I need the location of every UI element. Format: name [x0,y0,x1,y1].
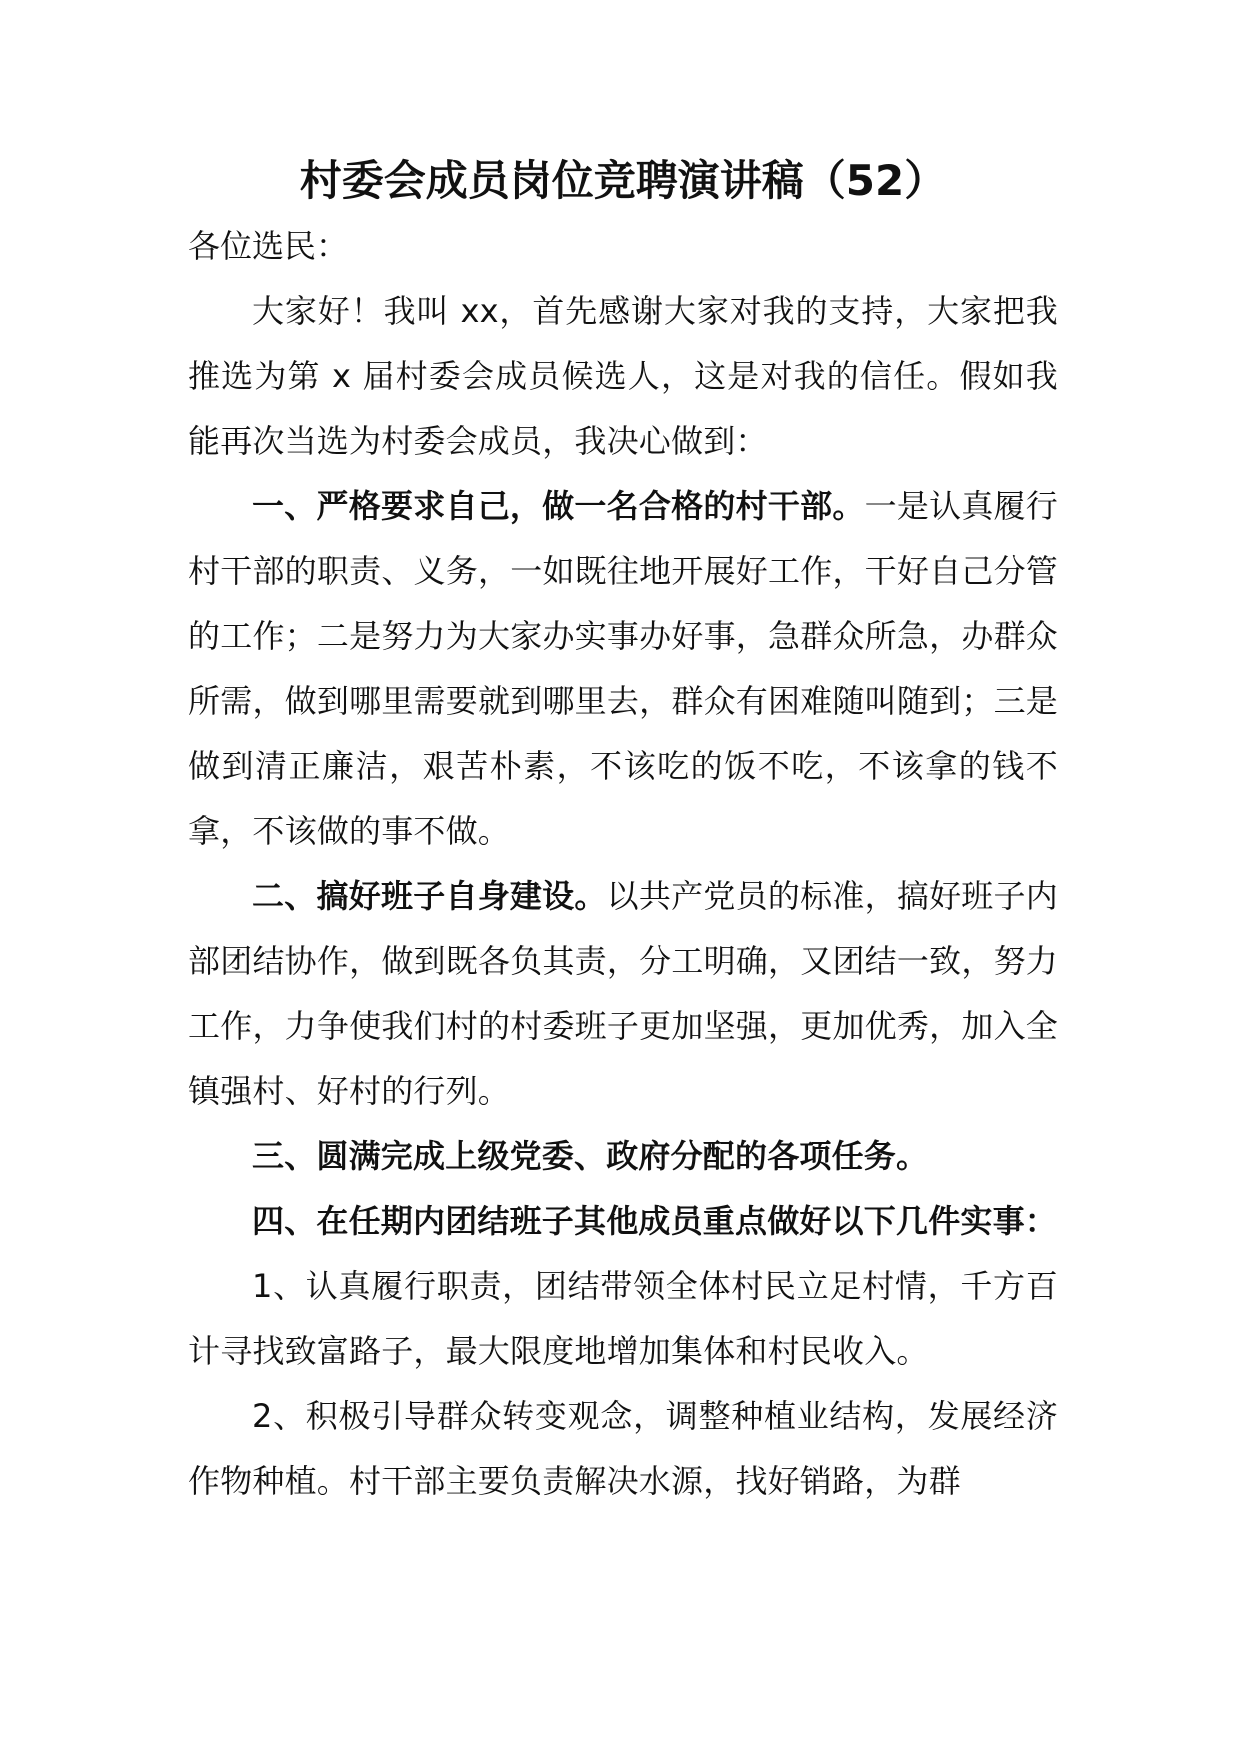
paragraph-point-2 [188,864,1058,1124]
paragraph-text: 2、积极引导群众转变观念，调整种植业结构，发展经济作物种植。村干部主要负责解决水源，找好销路，为群 [188,1397,1058,1500]
paragraph-heading: 三、圆满完成上级党委、政府分配的各项任务。 [252,1137,929,1175]
paragraph-item-2 [188,1384,1058,1514]
paragraph-item-1 [188,1254,1058,1384]
paragraph-text: 大家好！我叫 xx，首先感谢大家对我的支持，大家把我推选为第 x 届村委会成员候选人，这是对我的信任。假如我能再次当选为村委会成员，我决心做到： [188,292,1058,460]
document-title: 村委会成员岗位竞聘演讲稿（52） [299,156,947,205]
document-page [188,156,1058,1514]
paragraph-greeting [188,279,1058,474]
paragraph-point-3 [188,1124,1058,1189]
paragraph-heading: 四、在任期内团结班子其他成员重点做好以下几件实事： [252,1202,1058,1240]
paragraph-heading: 一、严格要求自己，做一名合格的村干部。 [252,487,865,525]
paragraph-text: 一是认真履行村干部的职责、义务，一如既往地开展好工作，干好自己分管的工作；二是努力为大家办实事办好事，急群众所急，办群众所需，做到哪里需要就到哪里去，群众有困难随叫随到；三是做到清正廉洁，艰苦朴素，不该吃的饭不吃，不该拿的钱不拿，不该做的事不做。 [188,487,1058,850]
paragraph-point-4 [188,1189,1058,1254]
paragraph-text: 1、认真履行职责，团结带领全体村民立足村情，千方百计寻找致富路子，最大限度地增加集体和村民收入。 [188,1267,1058,1370]
salutation: 各位选民： [188,227,349,265]
paragraph-heading: 二、搞好班子自身建设。 [252,877,607,915]
paragraph-text: 以共产党员的标准，搞好班子内部团结协作，做到既各负其责，分工明确，又团结一致，努力工作，力争使我们村的村委班子更加坚强，更加优秀，加入全镇强村、好村的行列。 [188,877,1058,1110]
paragraph-point-1 [188,474,1058,864]
